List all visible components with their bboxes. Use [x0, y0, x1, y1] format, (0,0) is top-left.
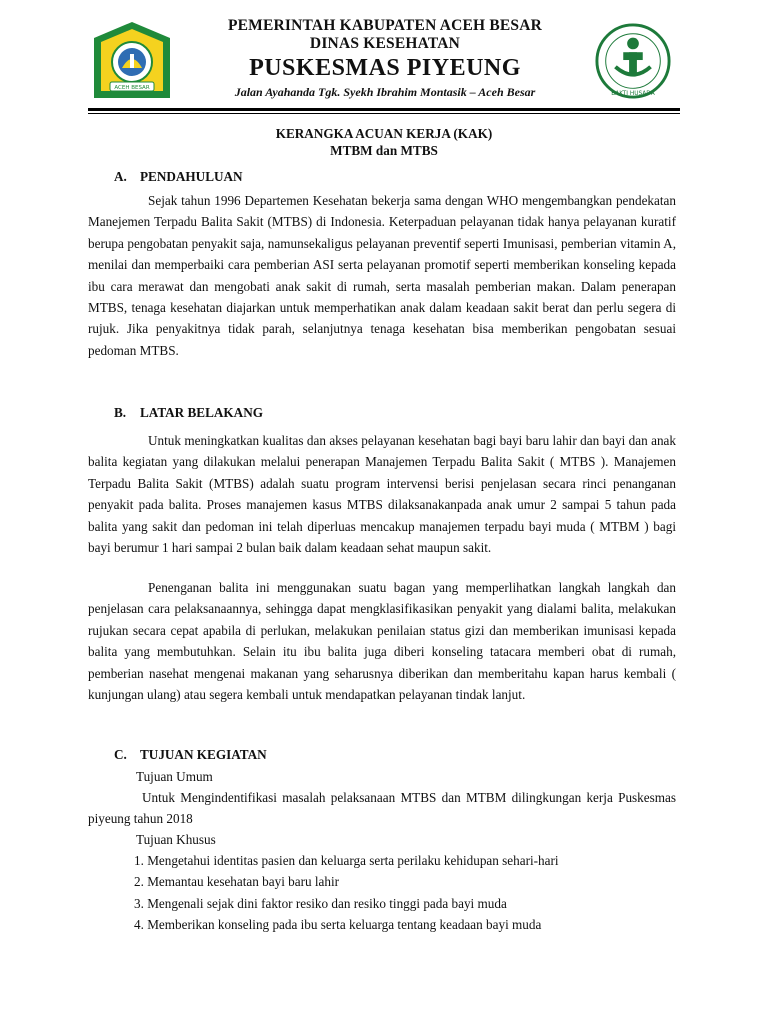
general-goal-text: Untuk Mengindentifikasi masalah pelaksanaan MTBS dan MTBM dilingkungan kerja Puskesmas piyeung tahun 2018 — [88, 790, 676, 827]
letterhead-department: DINAS KESEHATAN — [309, 35, 461, 52]
list-item: 3. Mengenali sejak dini faktor resiko dan resiko tinggi pada bayi muda — [134, 895, 507, 911]
letterhead-divider-thin — [88, 113, 680, 114]
letterhead-government: PEMERINTAH KABUPATEN ACEH BESAR — [227, 17, 543, 34]
specific-goal-label: Tujuan Khusus — [136, 832, 216, 847]
section-b-heading — [114, 405, 263, 421]
section-b-title: LATAR BELAKANG — [140, 405, 263, 420]
section-c-title: TUJUAN KEGIATAN — [140, 747, 267, 762]
letterhead-address: Jalan Ayahanda Tgk. Syekh Ibrahim Montasik – Aceh Besar — [234, 85, 536, 99]
section-a-title: PENDAHULUAN — [140, 169, 243, 184]
section-c-heading — [114, 747, 267, 763]
aceh-besar-crest-icon — [92, 20, 172, 100]
section-b-paragraph-1: Untuk meningkatkan kualitas dan akses pelayanan kesehatan bagi bayi baru lahir dan bayi dan anak balita kegiatan yang dilakukan melalui penerapan Manajemen Terpadu Balita Sakit ( MTBS ). Manajemen Terpadu Balita Sakit (MTBS) adalah suatu program intervensi berisi penjelasan secara rinci penanganan penyakit pada balita. Proses manajemen kasus MTBS dilaksanakanpada anak umur 2 sampai 5 tahun pada balita yang sakit dan pedoman ini telah diperluas mencakup manajemen terpadu bayi muda ( MTBM ) bagi bayi berumur 1 hari sampai 2 bulan baik dalam keadaan sehat maupun sakit. — [88, 433, 676, 556]
section-b-number: B. — [114, 405, 127, 420]
letterhead-divider-thick — [88, 108, 680, 111]
list-item: 1. Mengetahui identitas pasien dan keluarga serta perilaku kehidupan sehari-hari — [134, 853, 559, 868]
section-a-heading — [114, 169, 243, 185]
document-title: KERANGKA ACUAN KERJA (KAK) — [275, 126, 493, 141]
letterhead-institution: PUSKESMAS PIYEUNG — [249, 55, 521, 81]
list-item: 4. Memberikan konseling pada ibu serta keluarga tentang keadaan bayi muda — [134, 916, 542, 932]
letterhead — [180, 16, 590, 101]
bakti-husada-text: BAKTI HUSADA — [611, 91, 655, 98]
section-c-number: C. — [114, 747, 127, 762]
specific-goal-list — [134, 850, 559, 935]
crest-ribbon-text: ACEH BESAR — [114, 85, 150, 91]
list-item: 2. Memantau kesehatan bayi baru lahir — [134, 874, 340, 890]
bakti-husada-icon — [594, 22, 672, 100]
document-subtitle: MTBM dan MTBS — [330, 143, 438, 158]
general-goal-label: Tujuan Umum — [136, 769, 213, 784]
section-b-paragraph-2: Penenganan balita ini menggunakan suatu bagan yang memperlihatkan langkah langkah dan penjelasan cara pelaksanaannya, sehingga dapat mengklasifikasikan penyakit yang dialami balita, melakukan rujukan secara cepat apabila di perlukan, melakukan penilaian status gizi dan memberikan imunisasi kepada balita yang membutuhkan. Selain itu ibu balita juga diberi konseling tatacara memberi obat di rumah, pemberian nasehat mengenai makanan yang seharusnya diberikan dan memberitahu kapan harus kembali ( kunjungan ulang) atau segera kembali untuk mendapatkan pelayanan tindak lanjut. — [88, 580, 676, 703]
section-a-paragraph: Sejak tahun 1996 Departemen Kesehatan bekerja sama dengan WHO mengembangkan pendekatan Manejemen Terpadu Balita Sakit (MTBS) di Indonesia. Keterpaduan pelayanan tidak hanya pelayanan kuratif berupa pengobatan penyakit saja, namunsekaligus pelayanan preventif seperti Imunisasi, pemberian vitamin A, menilai dan memperbaiki cara pemberian ASI serta pelayanan promotif seperti memberikan konseling kepada ibu cara merawat dan mengobati anak sakit di rumah, serta masalah pemberian makan. Dalam penerapan MTBS, tenaga kesehatan diajarkan untuk memperhatikan anak dalam keadaan sakit berat dan perlu segera di rujuk. Jika penyakitnya tidak parah, selanjutnya tenaga kesehatan bisa memberikan pengobatan sesuai pedoman MTBS. — [88, 193, 676, 358]
section-a-number: A. — [114, 169, 127, 184]
